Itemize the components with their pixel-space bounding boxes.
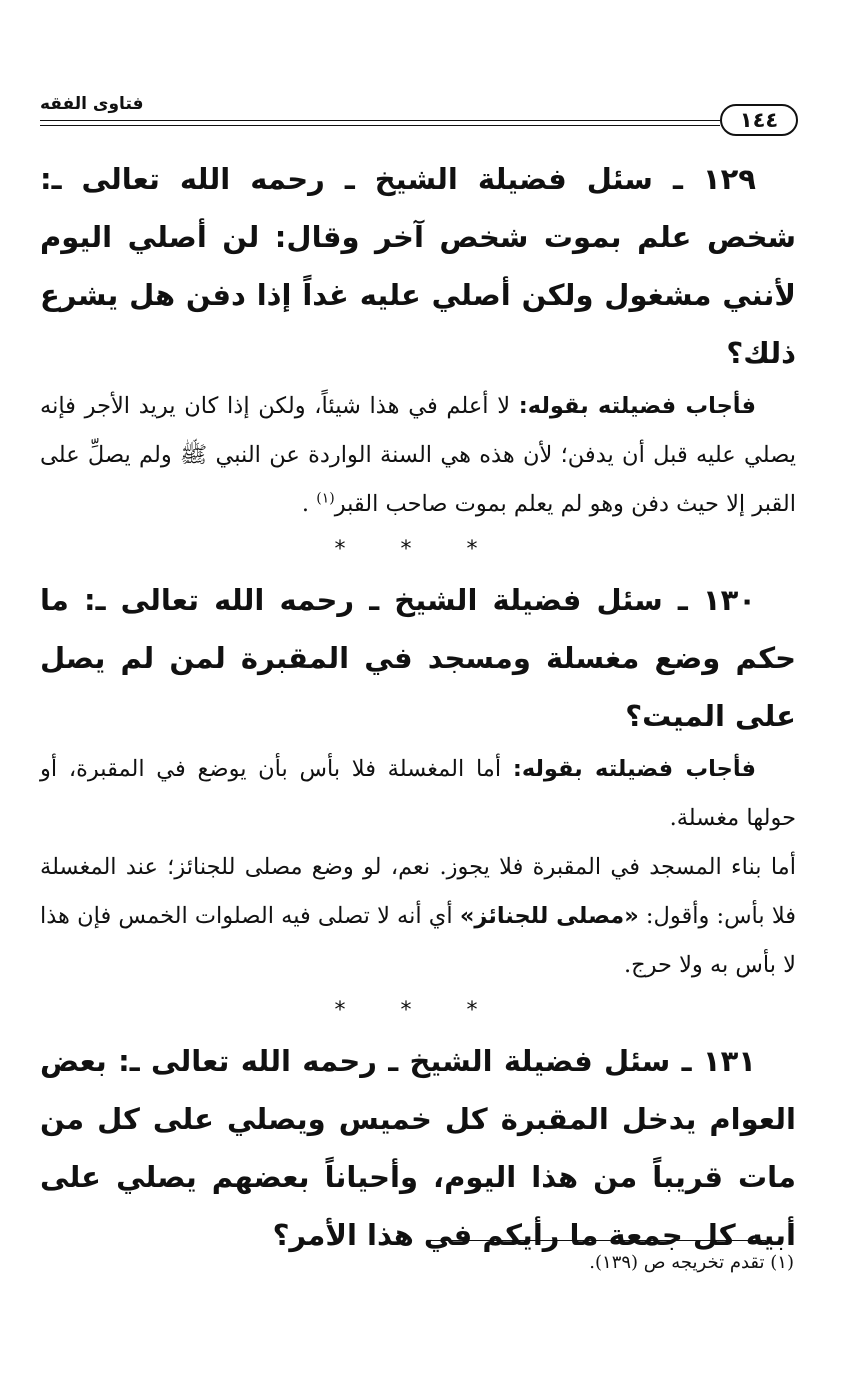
answer-end: . <box>301 491 310 517</box>
page-header <box>40 92 798 140</box>
question-130: ١٣٠ ـ سئل فضيلة الشيخ ـ رحمه الله تعالى ـ: ما حكم وضع مغسلة ومسجد في المقبرة لمن لم يصل على الميت؟ <box>40 583 796 733</box>
footnote: (١) تقدم تخريجه ص (١٣٩). <box>589 1252 794 1273</box>
answer-130-paragraph-2 <box>40 843 796 990</box>
section-separator: * * * <box>334 537 502 562</box>
question-131: ١٣١ ـ سئل فضيلة الشيخ ـ رحمه الله تعالى ـ: بعض العوام يدخل المقبرة كل خميس ويصلي على كل من مات قريباً من هذا اليوم، وأحياناً بعضهم يصلي على أبيه كل جمعة ما رأيكم في هذا الأمر؟ <box>40 1044 796 1252</box>
answer-text: لا أعلم في هذا شيئاً، ولكن إذا كان يريد الأجر فإنه يصلي عليه قبل أن يدفن؛ لأن هذه هي السنة الواردة عن النبي ﷺ ولم يصلِّ على القبر إلا حيث دفن وهو لم يعلم بموت صاحب القبر <box>40 393 796 517</box>
header-rule <box>40 120 720 121</box>
answer-lead: فأجاب فضيلته بقوله: <box>512 756 756 782</box>
answer-130 <box>40 745 796 843</box>
section-separator: * * * <box>334 998 502 1023</box>
footnote-rule <box>430 1240 766 1241</box>
running-title: فتاوى الفقه <box>40 94 144 114</box>
answer-text: أما بناء المسجد في المقبرة فلا يجوز. نعم، لو وضع مصلى للجنائز؛ عند المغسلة فلا بأس: وأقول: <box>40 854 796 929</box>
header-rule-double <box>40 125 720 126</box>
answer-text: أما المغسلة فلا بأس بأن يوضع في المقبرة، أو حولها مغسلة. <box>40 756 796 831</box>
footnote-marker: (١) <box>316 490 335 507</box>
page-number: ١٤٤ <box>720 104 798 136</box>
question-129: ١٢٩ ـ سئل فضيلة الشيخ ـ رحمه الله تعالى ـ: شخص علم بموت شخص آخر وقال: لن أصلي اليوم لأنني مشغول ولكن أصلي عليه غداً إذا دفن هل يشرع ذلك؟ <box>40 162 796 370</box>
answer-lead: فأجاب فضيلته بقوله: <box>518 393 756 419</box>
answer-129 <box>40 382 796 529</box>
quoted-term: «مصلى للجنائز» <box>459 903 639 929</box>
page-body <box>40 150 796 1264</box>
answer-text: أي أنه لا تصلى فيه الصلوات الخمس فإن هذا لا بأس به ولا حرج. <box>40 903 796 978</box>
